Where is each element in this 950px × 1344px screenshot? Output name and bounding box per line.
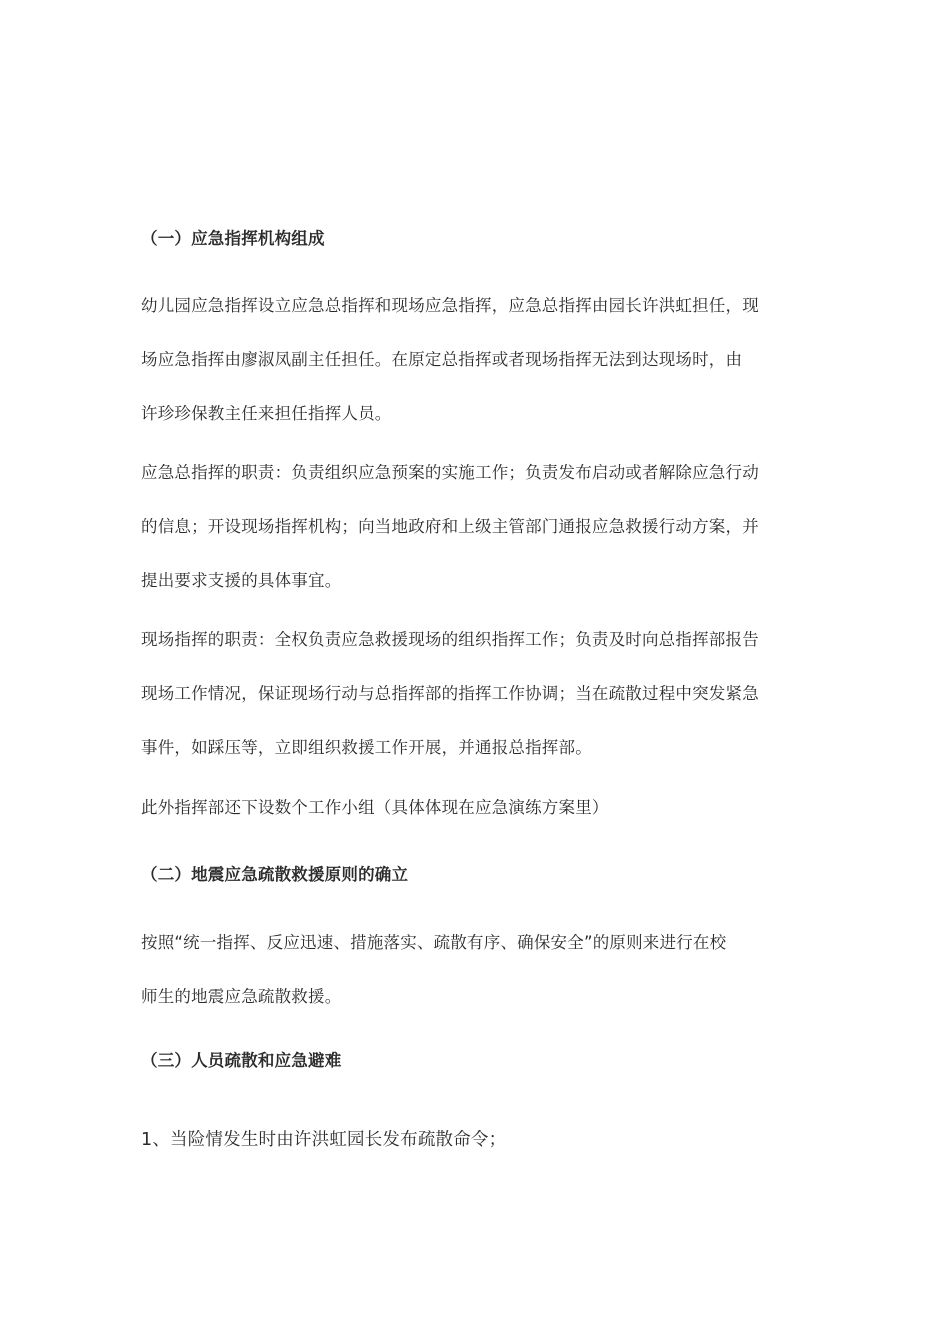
- text-line: 此外指挥部还下设数个工作小组（具体体现在应急演练方案里）: [141, 798, 609, 817]
- text-line: 按照“统一指挥、反应迅速、措施落实、疏散有序、确保安全”的原则来进行在校: [141, 933, 727, 952]
- text-line: 幼儿园应急指挥设立应急总指挥和现场应急指挥，应急总指挥由园长许洪虹担任，现: [141, 296, 759, 315]
- paragraph-general-commander-duties: [141, 460, 811, 594]
- paragraph-work-groups: [141, 795, 811, 821]
- paragraph-evacuation-principles: [141, 930, 811, 1010]
- text-line: 的信息；开设现场指挥机构；向当地政府和上级主管部门通报应急救援行动方案，并: [141, 517, 759, 536]
- section-heading-evacuation-principles: （二）地震应急疏散救援原则的确立: [141, 865, 409, 884]
- section-heading-command-structure: （一）应急指挥机构组成: [141, 229, 325, 248]
- text-line: 许珍珍保教主任来担任指挥人员。: [141, 404, 392, 423]
- section-heading-evacuation-and-shelter: （三）人员疏散和应急避难: [141, 1051, 342, 1070]
- text-line: 现场工作情况，保证现场行动与总指挥部的指挥工作协调；当在疏散过程中突发紧急: [141, 684, 759, 703]
- text-line: 提出要求支援的具体事宜。: [141, 571, 342, 590]
- text-line: 现场指挥的职责：全权负责应急救援现场的组织指挥工作；负责及时向总指挥部报告: [141, 630, 759, 649]
- text-line: 场应急指挥由廖淑凤副主任担任。在原定总指挥或者现场指挥无法到达现场时，由: [141, 350, 743, 369]
- text-line: 应急总指挥的职责：负责组织应急预案的实施工作；负责发布启动或者解除应急行动: [141, 463, 759, 482]
- text-line: 事件，如踩压等，立即组织救援工作开展，并通报总指挥部。: [141, 738, 592, 757]
- list-item-evacuation-order: 1、当险情发生时由许洪虹园长发布疏散命令；: [141, 1130, 507, 1150]
- text-line: 师生的地震应急疏散救援。: [141, 987, 342, 1006]
- paragraph-command-setup: [141, 293, 811, 427]
- paragraph-onsite-commander-duties: [141, 627, 811, 761]
